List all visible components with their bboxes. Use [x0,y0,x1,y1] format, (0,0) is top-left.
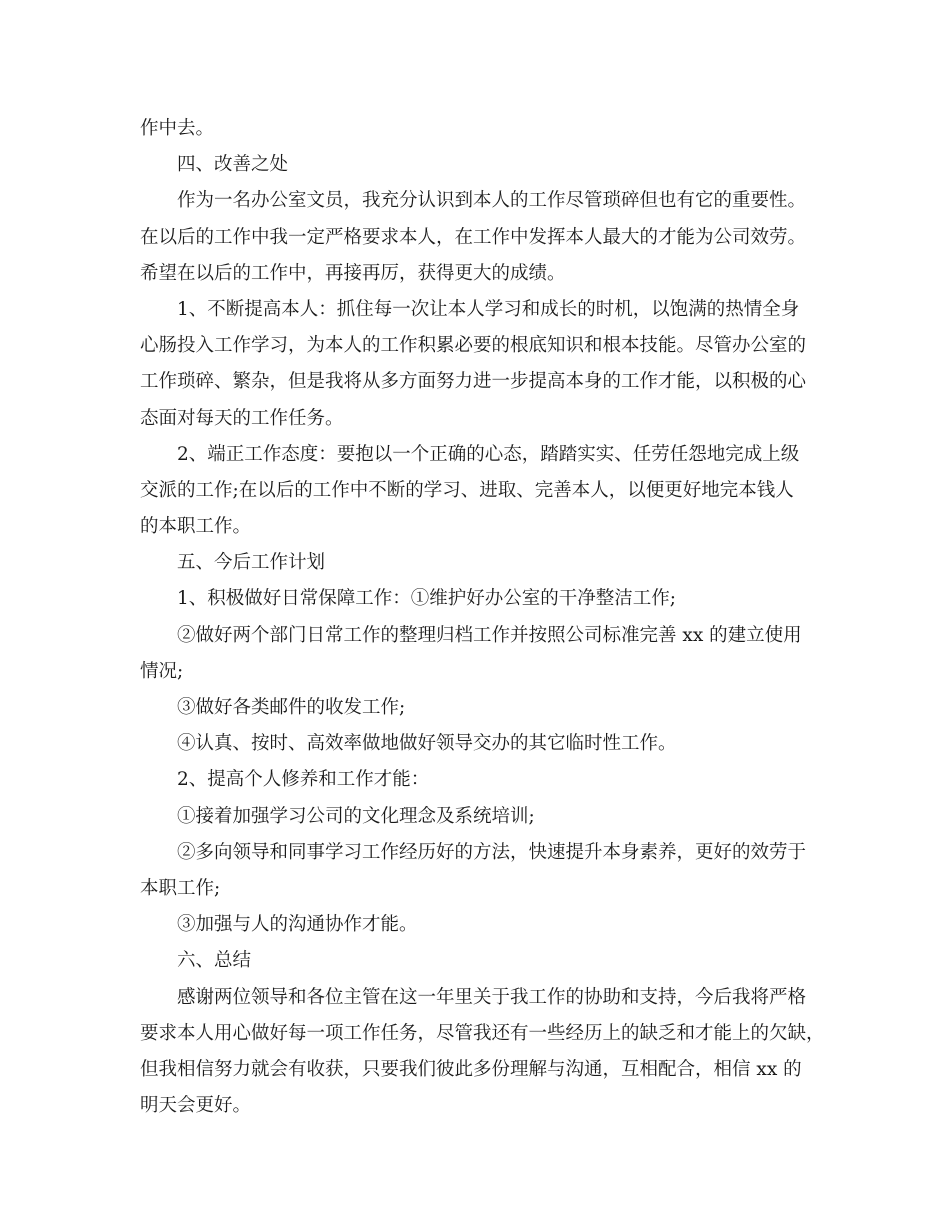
text-line: 六、总结 [177,950,252,972]
text-line: ③加强与人的沟通协作才能。 [177,914,418,936]
text-line: 交派的工作;在以后的工作中不断的学习、进取、完善本人，以便更好地完本钱人 [140,479,794,501]
text-line: ②多向领导和同事学习工作经历好的方法，快速提升本身素养，更好的效劳于 [177,841,807,863]
text-line: 2、端正工作态度：要抱以一个正确的心态，踏踏实实、任劳任怨地完成上级 [177,443,800,465]
text-line: ②做好两个部门日常工作的整理归档工作并按照公司标准完善 xx 的建立使用 [177,624,802,646]
text-line: 心肠投入工作学习，为本人的工作积累必要的根底知识和根本技能。尽管办公室的 [140,335,807,357]
text-line: 情况; [140,660,184,682]
text-line: 明天会更好。 [140,1095,252,1117]
text-line: ①接着加强学习公司的文化理念及系统培训; [177,805,535,827]
text-line: 作中去。 [140,118,215,139]
text-line: 四、改善之处 [177,154,289,176]
text-line: 1、积极做好日常保障工作：①维护好办公室的干净整洁工作; [177,588,677,610]
text-line: 态面对每天的工作任务。 [140,407,344,429]
text-line: 在以后的工作中我一定严格要求本人，在工作中发挥本人最大的才能为公司效劳。 [140,226,807,248]
text-line: ③做好各类邮件的收发工作; [177,697,406,718]
text-line: 的本职工作。 [140,516,252,538]
document-body [140,111,825,1124]
text-line: 五、今后工作计划 [177,552,326,574]
text-line: 要求本人用心做好每一项工作任务，尽管我还有一些经历上的缺乏和才能上的欠缺， [140,1022,825,1044]
text-line: 希望在以后的工作中，再接再厉，获得更大的成绩。 [140,262,566,284]
text-line: 作为一名办公室文员，我充分认识到本人的工作尽管琐碎但也有它的重要性。 [177,190,807,212]
text-line: 1、不断提高本人：抓住每一次让本人学习和成长的时机，以饱满的热情全身 [177,298,800,320]
text-line: ④认真、按时、高效率做地做好领导交办的其它临时性工作。 [177,733,677,755]
text-line: 工作琐碎、繁杂，但是我将从多方面努力进一步提高本身的工作才能，以积极的心 [140,371,807,393]
text-line: 2、提高个人修养和工作才能： [177,769,430,791]
text-line: 本职工作; [140,877,221,899]
text-line: 感谢两位领导和各位主管在这一年里关于我工作的协助和支持，今后我将严格 [177,986,807,1008]
text-line: 但我相信努力就会有收获，只要我们彼此多份理解与沟通，互相配合，相信 xx 的 [140,1058,802,1080]
